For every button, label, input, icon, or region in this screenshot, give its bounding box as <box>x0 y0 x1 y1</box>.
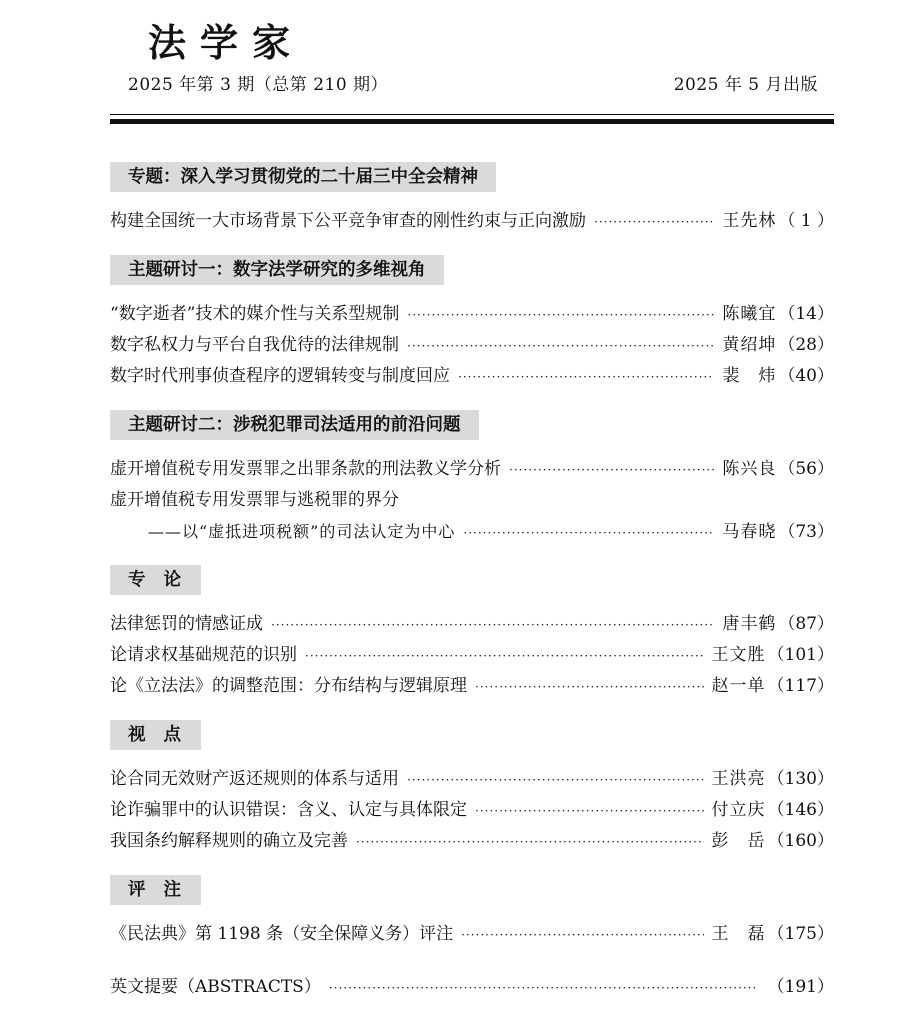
entry-author: 彭 岳 <box>711 831 766 851</box>
entry-title: 数字时代刑事侦查程序的逻辑转变与制度回应 <box>110 366 450 386</box>
toc-entry[interactable] <box>110 826 834 857</box>
toc-entry[interactable] <box>110 919 834 950</box>
entry-author: 赵一单 <box>711 676 766 696</box>
leader-dots <box>356 827 704 858</box>
abstracts-page: （191） <box>767 977 834 997</box>
entry-author: 王文胜 <box>711 645 766 665</box>
section-heading: 专题：深入学习贯彻党的二十届三中全会精神 <box>110 162 496 192</box>
entry-title: 法律惩罚的情感证成 <box>110 614 263 634</box>
leader-dots <box>407 331 714 362</box>
entry-author: 唐丰鹤 <box>722 614 777 634</box>
entry-title: 论《立法法》的调整范围：分布结构与逻辑原理 <box>110 676 467 696</box>
toc-entry[interactable] <box>110 361 834 392</box>
leader-dots <box>407 300 714 331</box>
entry-title: 虚开增值税专用发票罪之出罪条款的刑法教义学分析 <box>110 459 501 479</box>
entry-author: 黄绍坤 <box>722 335 777 355</box>
leader-dots <box>271 610 714 641</box>
entry-page: （28） <box>778 335 834 355</box>
leader-dots <box>475 796 704 827</box>
journal-title: 法学家 <box>148 20 305 65</box>
section-entries <box>110 454 834 547</box>
entry-author: 裴 炜 <box>722 366 777 386</box>
toc-entry[interactable] <box>110 640 834 671</box>
section-heading: 主题研讨一：数字法学研究的多维视角 <box>110 255 444 285</box>
entry-title: 虚开增值税专用发票罪与逃税罪的界分 <box>110 490 399 510</box>
entry-page: （14） <box>778 304 834 324</box>
abstracts-entry[interactable] <box>110 972 834 1003</box>
header-rule-thick <box>110 119 834 124</box>
entry-author: 马春晓 <box>722 522 777 542</box>
entry-page: （175） <box>767 924 834 944</box>
entry-title: 《民法典》第 1198 条（安全保障义务）评注 <box>110 924 454 944</box>
toc-entry[interactable] <box>110 795 834 826</box>
entry-title: 论合同无效财产返还规则的体系与适用 <box>110 769 399 789</box>
entry-page: （130） <box>767 769 834 789</box>
toc-entry[interactable] <box>110 299 834 330</box>
publication-date: 2025 年 5 月出版 <box>673 75 818 95</box>
section-entries <box>110 764 834 857</box>
toc-entry[interactable] <box>110 609 834 640</box>
toc-entry-subtitle[interactable] <box>110 516 834 547</box>
entry-title: 论诈骗罪中的认识错误：含义、认定与具体限定 <box>110 800 467 820</box>
entry-page: （40） <box>778 366 834 386</box>
entry-page: （73） <box>778 522 834 542</box>
leader-dots <box>463 518 714 549</box>
entry-subtitle: ——以“虚抵进项税额”的司法认定为中心 <box>148 522 456 541</box>
entry-author: 王洪亮 <box>711 769 766 789</box>
section-entries <box>110 206 834 237</box>
section-entries <box>110 919 834 950</box>
section-heading: 视点 <box>110 720 201 750</box>
section-entries <box>110 299 834 392</box>
section-special-topic <box>110 162 834 237</box>
leader-dots <box>461 920 703 951</box>
table-of-contents <box>110 162 834 968</box>
leader-dots <box>475 672 704 703</box>
entry-author: 付立庆 <box>711 800 766 820</box>
section-viewpoint <box>110 720 834 857</box>
leader-dots <box>509 455 714 486</box>
section-theme-one <box>110 255 834 392</box>
entry-title: 我国条约解释规则的确立及完善 <box>110 831 348 851</box>
entry-page: （101） <box>767 645 834 665</box>
toc-entry[interactable] <box>110 454 834 485</box>
section-entries <box>110 609 834 702</box>
toc-entry[interactable] <box>110 206 834 237</box>
entry-page: （56） <box>778 459 834 479</box>
section-heading: 专论 <box>110 565 201 595</box>
toc-entry[interactable] <box>110 764 834 795</box>
section-theme-two <box>110 410 834 547</box>
entry-author: 陈兴良 <box>722 459 777 479</box>
entry-author: 陈曦宜 <box>722 304 777 324</box>
entry-title: 构建全国统一大市场背景下公平竞争审查的刚性约束与正向激励 <box>110 211 586 231</box>
abstracts-entry-wrap <box>110 972 834 1003</box>
section-heading: 评注 <box>110 875 201 905</box>
section-heading: 主题研讨二：涉税犯罪司法适用的前沿问题 <box>110 410 479 440</box>
issue-number: 2025 年第 3 期（总第 210 期） <box>128 75 389 95</box>
entry-page: （ 1 ） <box>778 211 834 231</box>
toc-entry[interactable] <box>110 671 834 702</box>
entry-author: 王 磊 <box>711 924 766 944</box>
leader-dots <box>458 362 714 393</box>
entry-title: 数字私权力与平台自我优待的法律规制 <box>110 335 399 355</box>
leader-dots <box>329 973 758 1004</box>
toc-entry[interactable] <box>110 330 834 361</box>
entry-page: （117） <box>767 676 834 696</box>
section-commentary <box>110 875 834 950</box>
entry-page: （160） <box>767 831 834 851</box>
entry-title: 论请求权基础规范的识别 <box>110 645 297 665</box>
entry-author: 王先林 <box>722 211 777 231</box>
abstracts-title: 英文提要（ABSTRACTS） <box>110 977 321 997</box>
leader-dots <box>305 641 704 672</box>
section-monograph <box>110 565 834 702</box>
leader-dots <box>407 765 704 796</box>
header-rule-thin <box>110 114 834 115</box>
toc-entry[interactable] <box>110 485 834 516</box>
entry-page: （146） <box>767 800 834 820</box>
leader-dots <box>594 207 714 238</box>
entry-page: （87） <box>778 614 834 634</box>
entry-title: “数字逝者”技术的媒介性与关系型规制 <box>110 304 400 324</box>
